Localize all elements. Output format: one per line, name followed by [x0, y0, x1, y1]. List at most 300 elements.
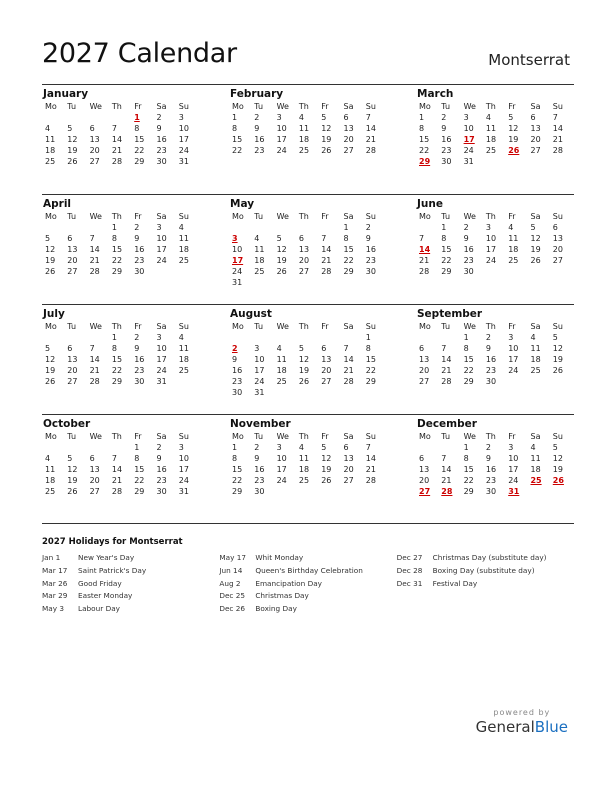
date-cell: 19 — [67, 146, 78, 155]
date-cell: 9 — [232, 355, 238, 364]
date-cell: 2 — [134, 223, 140, 232]
weekday-header — [229, 321, 385, 332]
week-row — [42, 145, 198, 156]
week-row — [416, 365, 572, 376]
weekday-label: Tu — [441, 102, 451, 111]
holiday-item — [42, 603, 219, 616]
date-cell: 5 — [45, 234, 51, 243]
date-cell: 30 — [232, 388, 243, 397]
date-cell: 21 — [365, 135, 376, 144]
date-cell: 18 — [298, 135, 310, 144]
holiday-column — [397, 552, 574, 616]
date-cell: 15 — [343, 245, 354, 254]
date-cell: 23 — [441, 146, 452, 155]
date-cell — [251, 222, 273, 233]
holiday-date-label: May 3 — [42, 604, 65, 614]
date-cell: 13 — [343, 454, 354, 463]
date-cell: 22 — [463, 366, 474, 375]
weekday-label: We — [89, 322, 102, 331]
date-cell: 12 — [508, 124, 519, 133]
weekday-label: Mo — [45, 322, 57, 331]
week-row — [229, 486, 385, 497]
week-row — [416, 442, 572, 453]
date-cell: 20 — [552, 245, 563, 254]
date-cell: 22 — [343, 256, 354, 265]
date-cell: 21 — [111, 476, 123, 485]
date-cell: 9 — [365, 234, 371, 243]
holiday-date: 17 — [463, 135, 475, 144]
date-cell: 25 — [298, 146, 310, 155]
weekday-header — [42, 101, 198, 112]
date-cell: 2 — [463, 223, 469, 232]
date-cell — [251, 277, 273, 288]
date-cell: 4 — [45, 124, 51, 133]
week-row — [229, 332, 385, 343]
date-cell: 10 — [178, 454, 189, 463]
date-cell: 6 — [67, 344, 73, 353]
date-cell: 8 — [134, 454, 140, 463]
brand-logo — [476, 708, 568, 736]
date-cell: 11 — [45, 465, 56, 474]
week-row — [42, 156, 198, 167]
date-cell: 14 — [111, 135, 123, 144]
date-cell: 7 — [419, 234, 425, 243]
date-cell: 3 — [178, 113, 184, 122]
weekday-label: Th — [298, 212, 309, 221]
month-december — [416, 414, 572, 497]
date-cell: 20 — [530, 135, 541, 144]
date-cell: 16 — [365, 245, 376, 254]
week-row — [229, 277, 385, 288]
date-cell: 6 — [89, 124, 95, 133]
week-row — [229, 354, 385, 365]
date-cell: 7 — [111, 124, 117, 133]
date-cell: 21 — [441, 366, 452, 375]
date-cell: 22 — [365, 366, 376, 375]
holiday-name: Good Friday — [78, 578, 122, 588]
month-name: December — [417, 418, 477, 430]
date-cell: 31 — [178, 487, 189, 496]
weekday-label: Mo — [232, 432, 244, 441]
date-cell — [176, 376, 198, 387]
week-row — [229, 475, 385, 486]
date-cell — [229, 222, 251, 233]
week-row — [416, 266, 572, 277]
date-cell: 10 — [254, 355, 265, 364]
weekday-label: Th — [298, 322, 309, 331]
date-cell: 1 — [343, 223, 349, 232]
date-cell: 3 — [254, 344, 260, 353]
holiday-item — [397, 578, 574, 591]
holiday-name: Festival Day — [432, 578, 478, 588]
date-cell: 26 — [67, 157, 78, 166]
date-cell: 5 — [321, 113, 327, 122]
date-cell: 23 — [134, 366, 145, 375]
date-cell: 23 — [232, 377, 243, 386]
date-cell: 1 — [232, 443, 238, 452]
holiday-date-label: Dec 31 — [396, 578, 423, 588]
date-cell: 14 — [441, 355, 452, 364]
date-cell: 16 — [485, 355, 497, 364]
week-row — [416, 112, 572, 123]
date-cell: 12 — [45, 355, 56, 364]
date-cell — [483, 266, 505, 277]
date-cell: 23 — [365, 256, 376, 265]
date-cell: 17 — [276, 135, 287, 144]
date-cell — [296, 486, 318, 497]
date-cell: 22 — [111, 256, 123, 265]
date-cell: 8 — [111, 344, 117, 353]
date-cell: 13 — [89, 465, 100, 474]
date-cell: 17 — [156, 245, 167, 254]
date-cell: 20 — [298, 256, 310, 265]
date-cell: 3 — [463, 113, 469, 122]
date-cell: 21 — [111, 146, 123, 155]
date-cell: 20 — [343, 465, 354, 474]
weekday-label: Sa — [156, 102, 167, 111]
date-cell: 31 — [156, 377, 167, 386]
week-row — [229, 453, 385, 464]
week-row — [229, 222, 385, 233]
weekday-label: Su — [178, 322, 189, 331]
date-cell: 15 — [463, 465, 474, 474]
date-cell: 10 — [156, 344, 167, 353]
date-cell — [438, 332, 460, 343]
weekday-label: We — [276, 102, 289, 111]
date-cell: 20 — [67, 256, 78, 265]
date-cell: 13 — [343, 124, 354, 133]
date-cell: 11 — [530, 344, 541, 353]
holiday-date: 27 — [419, 487, 431, 496]
weekday-label: Fr — [134, 432, 142, 441]
week-row — [42, 222, 198, 233]
date-cell: 19 — [508, 135, 519, 144]
weekday-label: Su — [552, 432, 563, 441]
date-cell: 4 — [178, 223, 184, 232]
date-cell: 24 — [508, 476, 519, 485]
months-grid — [42, 84, 574, 524]
month-february — [229, 84, 385, 156]
date-cell: 19 — [530, 245, 541, 254]
date-cell — [363, 277, 385, 288]
holiday-name: Queen's Birthday Celebration — [255, 565, 363, 575]
week-row — [416, 156, 572, 167]
date-cell: 4 — [530, 333, 536, 342]
month-september — [416, 304, 572, 387]
date-cell: 9 — [463, 234, 469, 243]
weekday-label: Mo — [419, 432, 431, 441]
week-row — [42, 376, 198, 387]
holiday-date-label: Jun 14 — [219, 565, 243, 575]
date-cell: 23 — [485, 476, 497, 485]
holiday-date: 31 — [508, 487, 520, 496]
weekday-label: Sa — [343, 432, 354, 441]
date-cell: 17 — [178, 465, 189, 474]
date-cell: 15 — [232, 465, 243, 474]
weekday-label: Tu — [254, 322, 264, 331]
date-cell: 23 — [463, 256, 474, 265]
date-cell: 24 — [156, 366, 167, 375]
weekday-label: We — [463, 322, 476, 331]
weekday-label: Su — [365, 102, 376, 111]
week-row — [229, 244, 385, 255]
date-cell: 27 — [343, 476, 354, 485]
date-cell: 2 — [365, 223, 371, 232]
date-cell — [42, 442, 64, 453]
weekday-label: Th — [111, 102, 122, 111]
date-cell: 18 — [45, 146, 56, 155]
date-cell: 15 — [419, 135, 430, 144]
date-cell: 4 — [485, 113, 491, 122]
date-cell: 13 — [419, 355, 430, 364]
date-cell: 25 — [276, 377, 287, 386]
date-cell: 6 — [419, 344, 425, 353]
date-cell: 7 — [343, 344, 349, 353]
date-cell: 2 — [485, 333, 491, 342]
week-row — [416, 123, 572, 134]
date-cell: 23 — [156, 476, 167, 485]
date-cell: 10 — [485, 234, 497, 243]
date-cell — [274, 222, 296, 233]
date-cell: 22 — [419, 146, 430, 155]
date-cell — [416, 222, 438, 233]
date-cell: 9 — [254, 454, 260, 463]
date-cell: 12 — [298, 355, 310, 364]
week-row — [416, 486, 572, 497]
holiday-item — [219, 603, 396, 616]
date-cell: 25 — [178, 366, 189, 375]
date-cell: 9 — [441, 124, 447, 133]
holiday-columns — [42, 552, 574, 616]
date-cell: 29 — [232, 487, 243, 496]
week-row — [42, 365, 198, 376]
date-cell: 12 — [67, 465, 78, 474]
holiday-item — [397, 565, 574, 578]
date-cell: 7 — [441, 344, 447, 353]
date-cell: 6 — [530, 113, 536, 122]
date-cell: 8 — [463, 344, 469, 353]
weekday-label: Th — [485, 212, 496, 221]
holiday-date: 2 — [232, 344, 238, 353]
date-cell: 19 — [276, 256, 287, 265]
date-cell: 15 — [441, 245, 452, 254]
weekday-label: Su — [178, 432, 189, 441]
weekday-label: Th — [485, 102, 496, 111]
date-cell — [527, 266, 549, 277]
holiday-date: 17 — [232, 256, 244, 265]
date-cell: 4 — [276, 344, 282, 353]
date-cell: 25 — [45, 487, 56, 496]
weekday-label: Tu — [254, 432, 264, 441]
date-cell: 18 — [276, 366, 287, 375]
date-cell: 3 — [276, 443, 282, 452]
weekday-header — [42, 211, 198, 222]
week-row — [42, 354, 198, 365]
date-cell: 4 — [45, 454, 51, 463]
date-cell: 30 — [463, 267, 474, 276]
date-cell: 8 — [463, 454, 469, 463]
date-cell: 3 — [508, 333, 514, 342]
date-cell: 11 — [276, 355, 287, 364]
weekday-header — [416, 431, 572, 442]
date-cell: 7 — [365, 113, 371, 122]
date-cell: 26 — [45, 377, 56, 386]
date-cell: 13 — [419, 465, 430, 474]
date-cell: 7 — [321, 234, 327, 243]
week-row — [229, 134, 385, 145]
date-cell: 31 — [463, 157, 474, 166]
month-name: June — [417, 198, 443, 210]
weekday-label: Tu — [254, 212, 264, 221]
holiday-list — [42, 537, 574, 616]
date-cell: 16 — [485, 465, 497, 474]
weekday-label: Th — [485, 432, 496, 441]
date-cell: 31 — [254, 388, 265, 397]
date-cell: 26 — [321, 476, 332, 485]
date-cell: 23 — [134, 256, 145, 265]
date-cell: 29 — [111, 267, 123, 276]
weekday-label: Mo — [419, 322, 431, 331]
date-cell: 11 — [508, 234, 519, 243]
date-cell: 15 — [232, 135, 243, 144]
holiday-item — [397, 552, 574, 565]
date-cell — [363, 387, 385, 398]
holiday-list-title: 2027 Holidays for Montserrat — [42, 537, 183, 547]
date-cell: 27 — [89, 157, 100, 166]
month-name: April — [43, 198, 72, 210]
holiday-item — [219, 590, 396, 603]
weekday-label: We — [89, 102, 102, 111]
date-cell: 6 — [67, 234, 73, 243]
date-cell: 5 — [552, 443, 558, 452]
date-cell: 18 — [178, 355, 189, 364]
month-january — [42, 84, 198, 167]
date-cell — [318, 387, 340, 398]
holiday-name: Saint Patrick's Day — [78, 565, 147, 575]
date-cell: 21 — [419, 256, 430, 265]
week-row — [229, 376, 385, 387]
date-cell: 27 — [321, 377, 332, 386]
week-row — [416, 475, 572, 486]
date-cell: 6 — [89, 454, 95, 463]
date-cell: 16 — [134, 355, 145, 364]
date-cell: 9 — [156, 454, 162, 463]
date-cell — [296, 332, 318, 343]
date-cell: 21 — [89, 256, 100, 265]
date-cell: 25 — [530, 366, 541, 375]
date-cell: 18 — [530, 355, 541, 364]
date-cell — [340, 486, 362, 497]
weekday-label: Tu — [67, 102, 77, 111]
date-cell — [318, 486, 340, 497]
date-cell: 12 — [321, 454, 332, 463]
date-cell: 17 — [276, 465, 287, 474]
date-cell: 12 — [45, 245, 56, 254]
month-august — [229, 304, 385, 398]
holiday-date-label: Dec 27 — [396, 553, 423, 562]
date-cell: 22 — [134, 476, 145, 485]
date-cell: 3 — [485, 223, 491, 232]
date-cell: 10 — [156, 234, 167, 243]
date-cell: 26 — [321, 146, 332, 155]
date-cell: 14 — [321, 245, 332, 254]
week-row — [416, 354, 572, 365]
date-cell: 30 — [485, 487, 497, 496]
holiday-item — [219, 565, 396, 578]
date-cell: 19 — [45, 366, 56, 375]
month-october — [42, 414, 198, 497]
date-cell: 30 — [156, 487, 167, 496]
holiday-date: 1 — [134, 113, 140, 122]
date-cell: 14 — [89, 245, 100, 254]
date-cell: 8 — [365, 344, 371, 353]
date-cell: 27 — [67, 377, 78, 386]
date-cell: 18 — [508, 245, 519, 254]
date-cell: 1 — [111, 333, 117, 342]
date-cell: 29 — [441, 267, 452, 276]
weekday-label: Tu — [67, 212, 77, 221]
date-cell: 5 — [67, 124, 73, 133]
date-cell: 28 — [365, 476, 376, 485]
date-cell: 24 — [156, 256, 167, 265]
date-cell: 25 — [178, 256, 189, 265]
week-row — [229, 387, 385, 398]
date-cell: 19 — [298, 366, 310, 375]
date-cell — [87, 442, 109, 453]
weekday-label: We — [276, 212, 289, 221]
holiday-date-label: Mar 17 — [42, 565, 68, 575]
date-cell: 17 — [156, 355, 167, 364]
holiday-name: Boxing Day — [255, 604, 297, 614]
date-cell: 7 — [441, 454, 447, 463]
date-cell: 6 — [321, 344, 327, 353]
date-cell: 13 — [321, 355, 332, 364]
date-cell: 17 — [178, 135, 189, 144]
date-cell: 25 — [254, 267, 265, 276]
week-row — [42, 244, 198, 255]
date-cell: 10 — [276, 454, 287, 463]
week-row — [229, 255, 385, 266]
date-cell: 16 — [156, 465, 167, 474]
date-cell: 3 — [178, 443, 184, 452]
weekday-label: We — [276, 432, 289, 441]
date-cell: 2 — [254, 113, 260, 122]
holiday-date-label: Jan 1 — [42, 553, 61, 562]
date-cell — [274, 486, 296, 497]
holiday-date: 26 — [552, 476, 564, 485]
date-cell — [274, 332, 296, 343]
month-may — [229, 194, 385, 288]
weekday-label: We — [89, 212, 102, 221]
date-cell: 29 — [134, 487, 145, 496]
weekday-label: Tu — [441, 322, 451, 331]
week-row — [229, 442, 385, 453]
date-cell: 9 — [156, 124, 162, 133]
date-cell — [550, 376, 572, 387]
date-cell: 17 — [485, 245, 497, 254]
date-cell: 24 — [276, 476, 287, 485]
date-cell: 11 — [530, 454, 541, 463]
date-cell — [340, 387, 362, 398]
weekday-header — [416, 211, 572, 222]
date-cell: 4 — [530, 443, 536, 452]
weekday-label: Su — [178, 212, 189, 221]
page-title: 2027 Calendar — [42, 38, 237, 69]
date-cell: 5 — [508, 113, 514, 122]
date-cell: 23 — [156, 146, 167, 155]
week-row — [42, 442, 198, 453]
date-cell: 28 — [111, 157, 123, 166]
